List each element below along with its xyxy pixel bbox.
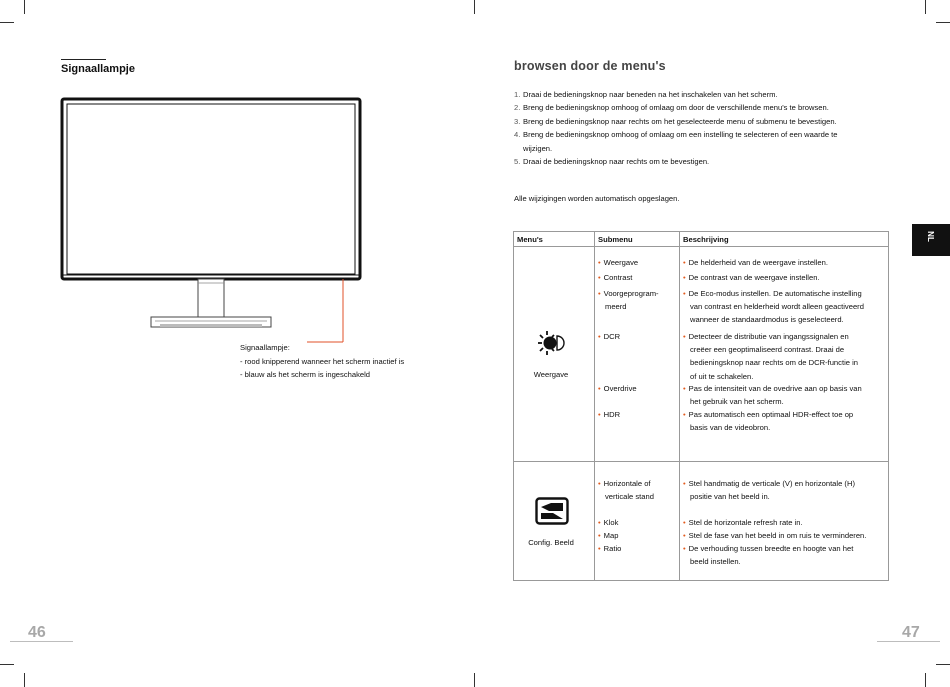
crop-mark (474, 673, 475, 687)
step-item: 2. Breng de bedieningsknop omhoog of omlaag om door de verschillende menu's te browsen. (514, 103, 829, 113)
crop-mark (24, 673, 25, 687)
saved-note: Alle wijzigingen worden automatisch opgeslagen. (514, 194, 680, 203)
submenu-cell-weergave (595, 247, 680, 462)
menu-table (513, 231, 889, 581)
menu-label-config-beeld: Config. Beeld (528, 538, 574, 547)
table-row (514, 247, 889, 462)
submenu-item: • Voorgeprogram- meerd (598, 289, 659, 312)
header-description: Beschrijving (680, 232, 889, 247)
description-item: • Stel de fase van het beeld in om ruis te verminderen. (683, 531, 867, 540)
step-item: 5. Draai de bedieningsknop naar rechts om te bevestigen. (514, 157, 710, 167)
menu-cell-config-beeld (514, 462, 595, 581)
description-item: • De helderheid van de weergave instellen. (683, 258, 828, 267)
submenu-cell-config-beeld (595, 462, 680, 581)
heading-rule (61, 59, 106, 60)
description-item: • De verhouding tussen breedte en hoogte van het beeld instellen. (683, 544, 854, 567)
brightness-icon (537, 329, 565, 357)
description-item: • De Eco-modus instellen. De automatische instelling van contrast en helderheid wordt alleen geactiveerd wanneer de standaardmodus is geselecteerd. (683, 289, 864, 325)
crop-mark (936, 22, 950, 23)
table-row (514, 462, 889, 581)
page-number-right: 47 (902, 624, 920, 641)
page-number-rule (10, 641, 73, 642)
crop-mark (0, 664, 14, 665)
submenu-item: • Overdrive (598, 384, 637, 393)
submenu-item: • HDR (598, 410, 621, 419)
callout-title: Signaallampje: (240, 343, 290, 352)
image-config-icon (535, 497, 569, 525)
indicator-callout (240, 341, 404, 382)
callout-line-1: - rood knipperend wanneer het scherm inactief is (240, 356, 405, 366)
menu-label-weergave: Weergave (533, 370, 569, 379)
description-item: • Stel handmatig de verticale (V) en horizontale (H) positie van het beeld in. (683, 479, 855, 502)
step-item: 1. Draai de bedieningsknop naar beneden na het inschakelen van het scherm. (514, 90, 778, 99)
crop-mark (24, 0, 25, 14)
language-tab: NL (912, 224, 950, 256)
crop-mark (925, 673, 926, 687)
table-header-row (514, 232, 889, 247)
submenu-item: • Map (598, 531, 619, 540)
submenu-item: • Weergave (598, 258, 639, 267)
step-item: 3. Breng de bedieningsknop naar rechts om het geselecteerde menu of submenu te bevestigen. (514, 116, 837, 126)
header-submenu: Submenu (595, 232, 680, 247)
description-cell-config-beeld (680, 462, 889, 581)
section-heading-menus: browsen door de menu's (514, 59, 666, 73)
description-cell-weergave (680, 247, 889, 462)
crop-mark (0, 22, 14, 23)
callout-line-2: - blauw als het scherm is ingeschakeld (240, 370, 370, 379)
description-item: • De contrast van de weergave instellen. (683, 273, 820, 282)
menu-cell-weergave (514, 247, 595, 462)
crop-mark (474, 0, 475, 14)
section-heading: Signaallampje (61, 63, 135, 75)
monitor-illustration (55, 95, 435, 335)
crop-mark (936, 664, 950, 665)
steps-list (514, 88, 892, 168)
description-item: • Detecteer de distributie van ingangssignalen en creëer een geoptimaliseerd contrast. Draai de bedieningsknop naar rechts om de DCR-functie in of uit te schakelen. (683, 332, 858, 381)
page-number-rule (877, 641, 940, 642)
header-menus: Menu's (514, 232, 595, 247)
submenu-item: • DCR (598, 332, 621, 341)
submenu-item: • Horizontale of verticale stand (598, 479, 654, 502)
crop-mark (925, 0, 926, 14)
description-item: • Pas de intensiteit van de ovedrive aan op basis van het gebruik van het scherm. (683, 384, 862, 407)
description-item: • Stel de horizontale refresh rate in. (683, 518, 803, 527)
submenu-item: • Ratio (598, 544, 622, 553)
description-item: • Pas automatisch een optimaal HDR-effect toe op basis van de videobron. (683, 410, 854, 433)
submenu-item: • Klok (598, 518, 619, 527)
submenu-item: • Contrast (598, 273, 633, 282)
step-item: 4. Breng de bedieningsknop omhoog of omlaag om een instelling te selecteren of een waarde te wijzigen. (514, 130, 838, 153)
page-number-left: 46 (28, 624, 46, 641)
